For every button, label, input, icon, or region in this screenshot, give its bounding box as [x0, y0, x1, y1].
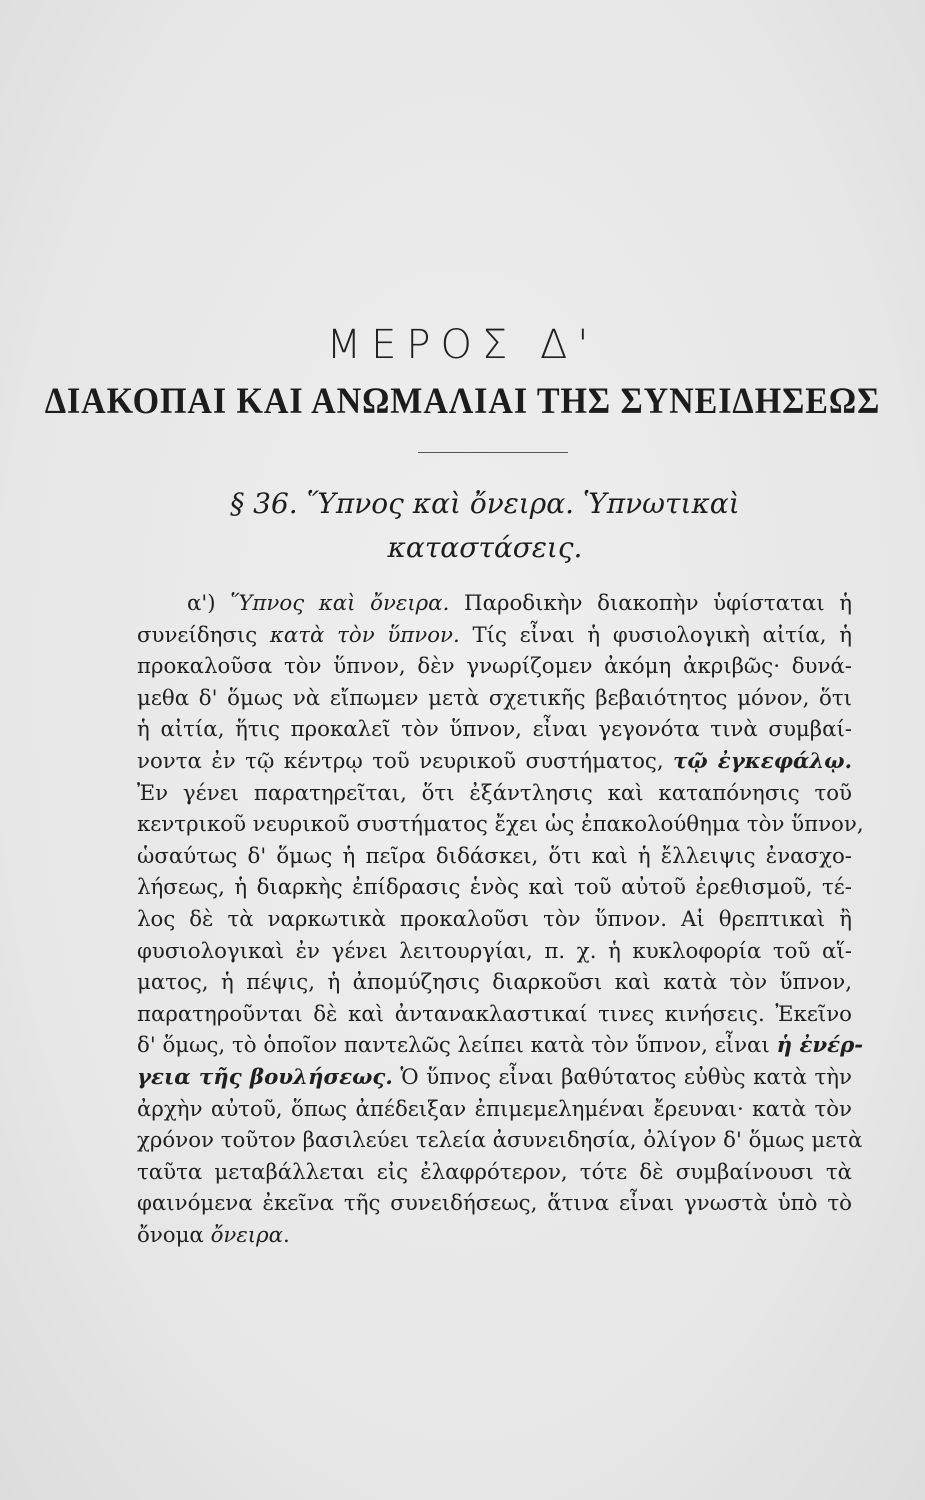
text-segment: ὄνομα: [137, 1222, 211, 1248]
text-line: [137, 1030, 864, 1062]
text-line: λήσεως, ἡ διαρκὴς ἐπίδρασις ἑνὸς καὶ τοῦ αὐτοῦ ἐρεθισμοῦ, τέ-: [137, 875, 852, 901]
text-line: ὡσαύτως δ' ὅμως ἡ πεῖρα διδάσκει, ὅτι καὶ ἡ ἔλλειψις ἐνασχο-: [137, 843, 852, 869]
text-segment: δ' ὅμως, τὸ ὁποῖον παντελῶς λείπει κατὰ τὸν ὕπνον, εἶναι: [137, 1033, 777, 1059]
text-line: προκαλοῦσα τὸν ὕπνον, δὲν γνωρίζομεν ἀκόμη ἀκριβῶς· δυνά-: [137, 654, 852, 680]
subsection-marker: α'): [187, 591, 231, 616]
text-segment: Ὁ ὕπνος εἶναι βαθύτατος εὐθὺς κατὰ τὴν: [392, 1064, 852, 1090]
section-heading-line-1: § 36. Ὕπνος καὶ ὄνειρα. Ὑπνωτικαὶ: [230, 487, 740, 520]
chapter-title: ΔΙΑΚΟΠΑΙ ΚΑΙ ΑΝΩΜΑΛΙΑΙ ΤΗΣ ΣΥΝΕΙΔΗΣΕΩΣ: [44, 381, 881, 422]
section-heading-line-2: καταστάσεις.: [387, 531, 583, 564]
section-heading: [200, 482, 770, 570]
text-line: [137, 620, 852, 652]
text-line: [137, 746, 852, 778]
emphasized-phrase: ἡ ἐνέρ-: [776, 1033, 864, 1059]
text-line: χρόνον τοῦτον βασιλεύει τελεία ἀσυνειδησία, ὀλίγον δ' ὅμως μετὰ: [137, 1128, 863, 1154]
text-line: παρατηροῦνται δὲ καὶ ἀντανακλαστικαί τινες κινήσεις. Ἐκεῖνο: [137, 1001, 852, 1027]
text-line: ματος, ἡ πέψις, ἡ ἀπομύζησις διαρκοῦσι καὶ κατὰ τὸν ὕπνον,: [137, 970, 852, 996]
text-line: [137, 1062, 852, 1094]
text-line: λος δὲ τὰ ναρκωτικὰ προκαλοῦσι τὸν ὕπνον. Αἱ θρεπτικαὶ ἢ: [137, 906, 852, 932]
text-line: Ἐν γένει παρατηρεῖται, ὅτι ἐξάντλησις καὶ καταπόνησις τοῦ: [137, 780, 852, 806]
text-line: [137, 1220, 852, 1252]
emphasized-phrase: κατὰ τὸν ὕπνον.: [269, 622, 460, 648]
text-segment: Τίς εἶναι ἡ φυσιολογικὴ αἰτία, ἡ: [459, 622, 853, 648]
emphasized-phrase: τῷ ἐγκεφάλῳ.: [673, 748, 852, 774]
text-segment: νοντα ἐν τῷ κέντρῳ τοῦ νευρικοῦ συστήματος,: [137, 748, 674, 774]
text-line: μεθα δ' ὅμως νὰ εἴπωμεν μετὰ σχετικῆς βεβαιότητος μόνον, ὅτι: [137, 685, 852, 711]
text-line: φυσιολογικαὶ ἐν γένει λειτουργίαι, π. χ. ἡ κυκλοφορία τοῦ αἵ-: [137, 938, 852, 964]
part-heading: ΜΕΡΟΣ Δ': [326, 322, 599, 368]
text-line: φαινόμενα ἐκεῖνα τῆς συνειδήσεως, ἅτινα εἶναι γνωστὰ ὑπὸ τὸ: [137, 1191, 852, 1217]
subsection-title: Ὕπνος καὶ ὄνειρα.: [230, 591, 450, 616]
text-segment: Παροδικὴν διακοπὴν ὑφίσταται ἡ: [449, 591, 852, 616]
text-line: ἡ αἰτία, ἥτις προκαλεῖ τὸν ὕπνον, εἶναι γεγονότα τινὰ συμβαί-: [137, 717, 852, 743]
text-line: κεντρικοῦ νευρικοῦ συστήματος ἔχει ὡς ἐπακολούθημα τὸν ὕπνον,: [137, 812, 864, 838]
title-divider: [418, 452, 568, 453]
emphasized-phrase: ὄνειρα: [210, 1222, 284, 1248]
text-line: ἀρχὴν αὐτοῦ, ὅπως ἀπέδειξαν ἐπιμεμελημέναι ἔρευναι· κατὰ τὸν: [137, 1096, 852, 1122]
text-line: [137, 588, 852, 620]
emphasized-phrase: γεια τῆς βουλήσεως.: [137, 1064, 393, 1090]
text-segment: .: [283, 1222, 290, 1248]
text-segment: συνείδησις: [137, 622, 270, 648]
body-paragraph: [137, 588, 864, 1251]
text-line: ταῦτα μεταβάλλεται εἰς ἐλαφρότερον, τότε δὲ συμβαίνουσι τὰ: [137, 1159, 852, 1185]
